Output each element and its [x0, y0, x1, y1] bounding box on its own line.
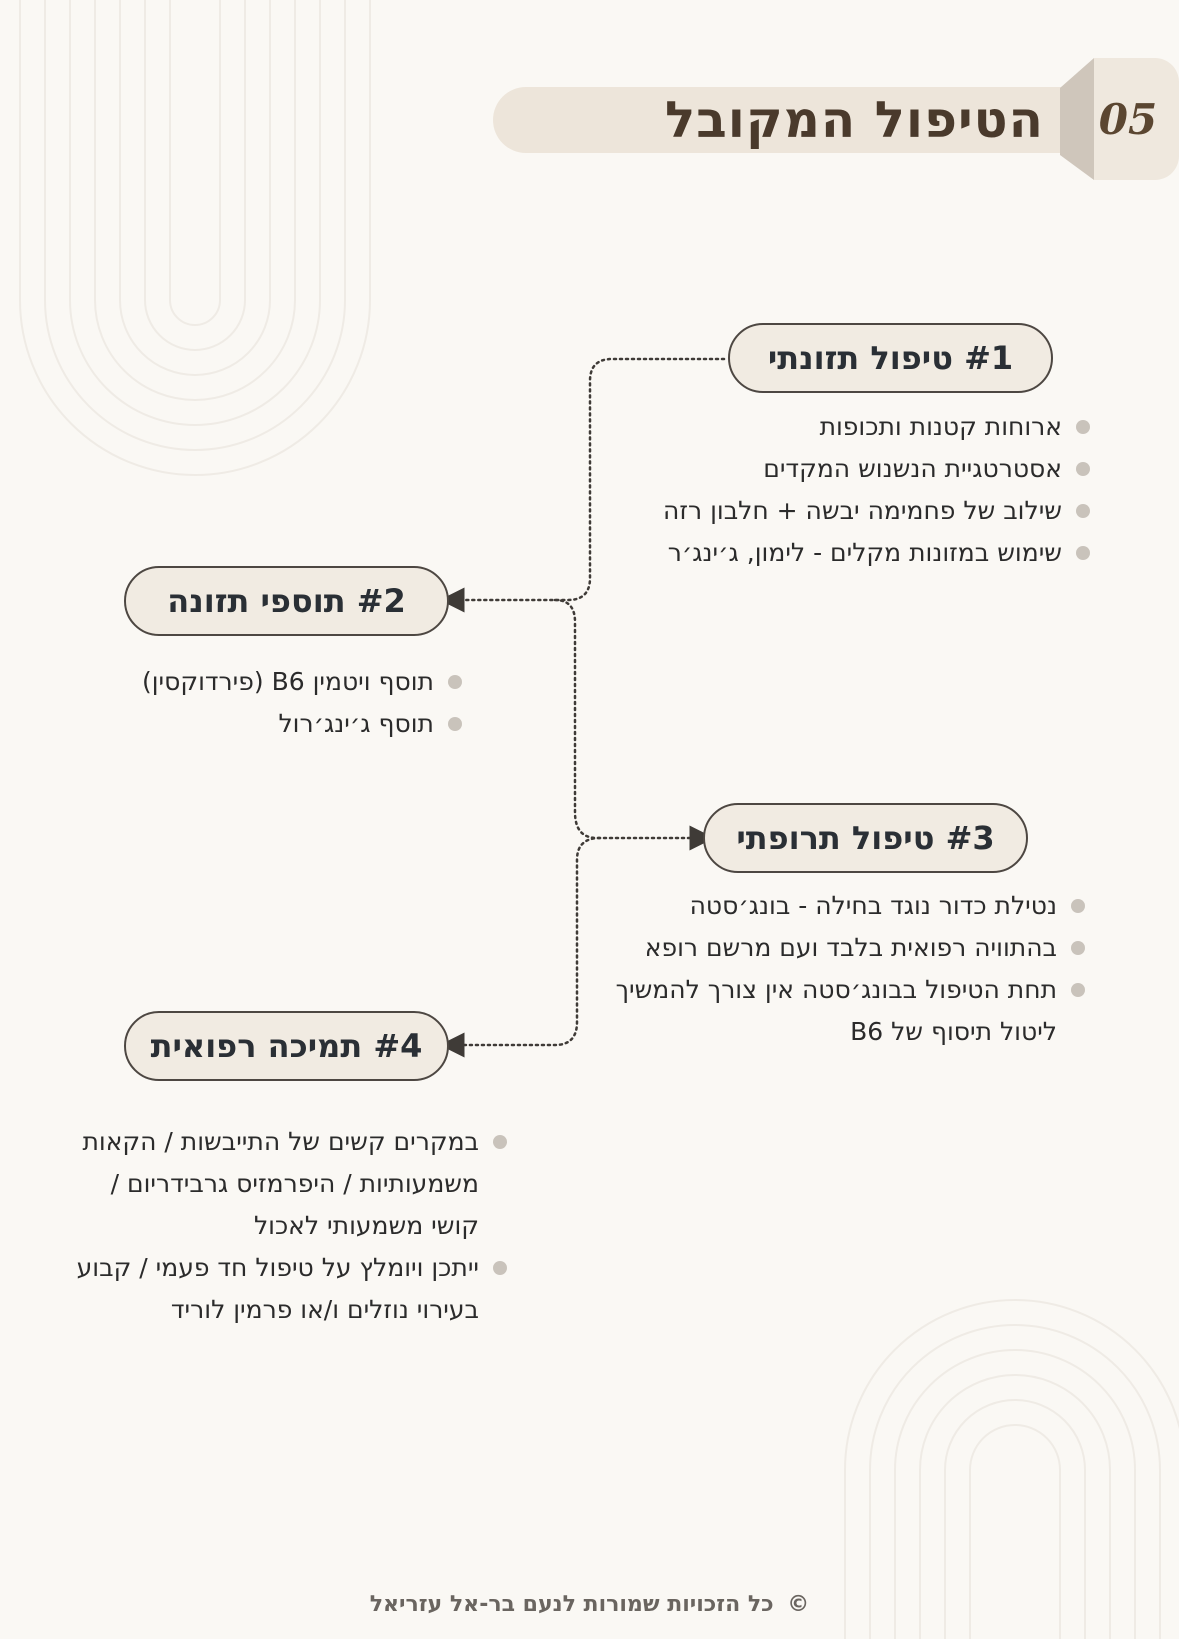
- list-item: אסטרטגיית הנשנוש המקדים: [622, 448, 1092, 490]
- list-item: במקרים קשים של התייבשות / הקאות משמעותיות / היפרמזיס גרבידריום / קושי משמעותי לאכול: [69, 1121, 509, 1247]
- list-item: שילוב של פחמימה יבשה + חלבון רזה: [622, 490, 1092, 532]
- list-item: תחת הטיפול בבונג׳סטה אין צורך להמשיך ליטול תיסוף של B6: [597, 969, 1087, 1053]
- bullet-dot-icon: [448, 675, 462, 689]
- list-drug-treatment: [597, 885, 1087, 1053]
- page-number: 05: [1098, 95, 1158, 144]
- bullet-dot-icon: [493, 1261, 507, 1275]
- copyright-footer: [0, 1592, 1179, 1617]
- bullet-dot-icon: [1076, 504, 1090, 518]
- pill-medical-support: #4 תמיכה רפואית: [124, 1011, 449, 1081]
- page-title: הטיפול המקובל: [665, 91, 1044, 149]
- bullet-dot-icon: [1071, 899, 1085, 913]
- bullet-dot-icon: [1076, 420, 1090, 434]
- list-item: נטילת כדור נוגד בחילה - בונג׳סטה: [597, 885, 1087, 927]
- bullet-dot-icon: [448, 717, 462, 731]
- bullet-dot-icon: [1071, 983, 1085, 997]
- list-item: תוסף ג׳ינג׳רול: [104, 703, 464, 745]
- copyright-text: כל הזכויות שמורות לנעם בר-אל עזריאל: [369, 1592, 774, 1617]
- list-item: ארוחות קטנות ותכופות: [622, 406, 1092, 448]
- bullet-dot-icon: [493, 1135, 507, 1149]
- bullet-dot-icon: [1076, 546, 1090, 560]
- bullet-dot-icon: [1076, 462, 1090, 476]
- list-nutritional-treatment: [622, 406, 1092, 574]
- pill-nutritional-treatment: #1 טיפול תזונתי: [728, 323, 1053, 393]
- list-medical-support: [69, 1121, 509, 1331]
- list-supplements: [104, 661, 464, 745]
- bullet-dot-icon: [1071, 941, 1085, 955]
- copyright-icon: ©: [787, 1592, 810, 1617]
- list-item: בהתוויה רפואית בלבד ועם מרשם רופא: [597, 927, 1087, 969]
- list-item: שימוש במזונות מקלים - לימון, ג׳ינג׳ר: [622, 532, 1092, 574]
- pill-drug-treatment: #3 טיפול תרופתי: [703, 803, 1028, 873]
- list-item: תוסף ויטמין B6 (פירדוקסין): [104, 661, 464, 703]
- list-item: ייתכן ויומלץ על טיפול חד פעמי / קבוע בעירוי נוזלים ו/או פרמין לוריד: [69, 1247, 509, 1331]
- pill-supplements: #2 תוספי תזונה: [124, 566, 449, 636]
